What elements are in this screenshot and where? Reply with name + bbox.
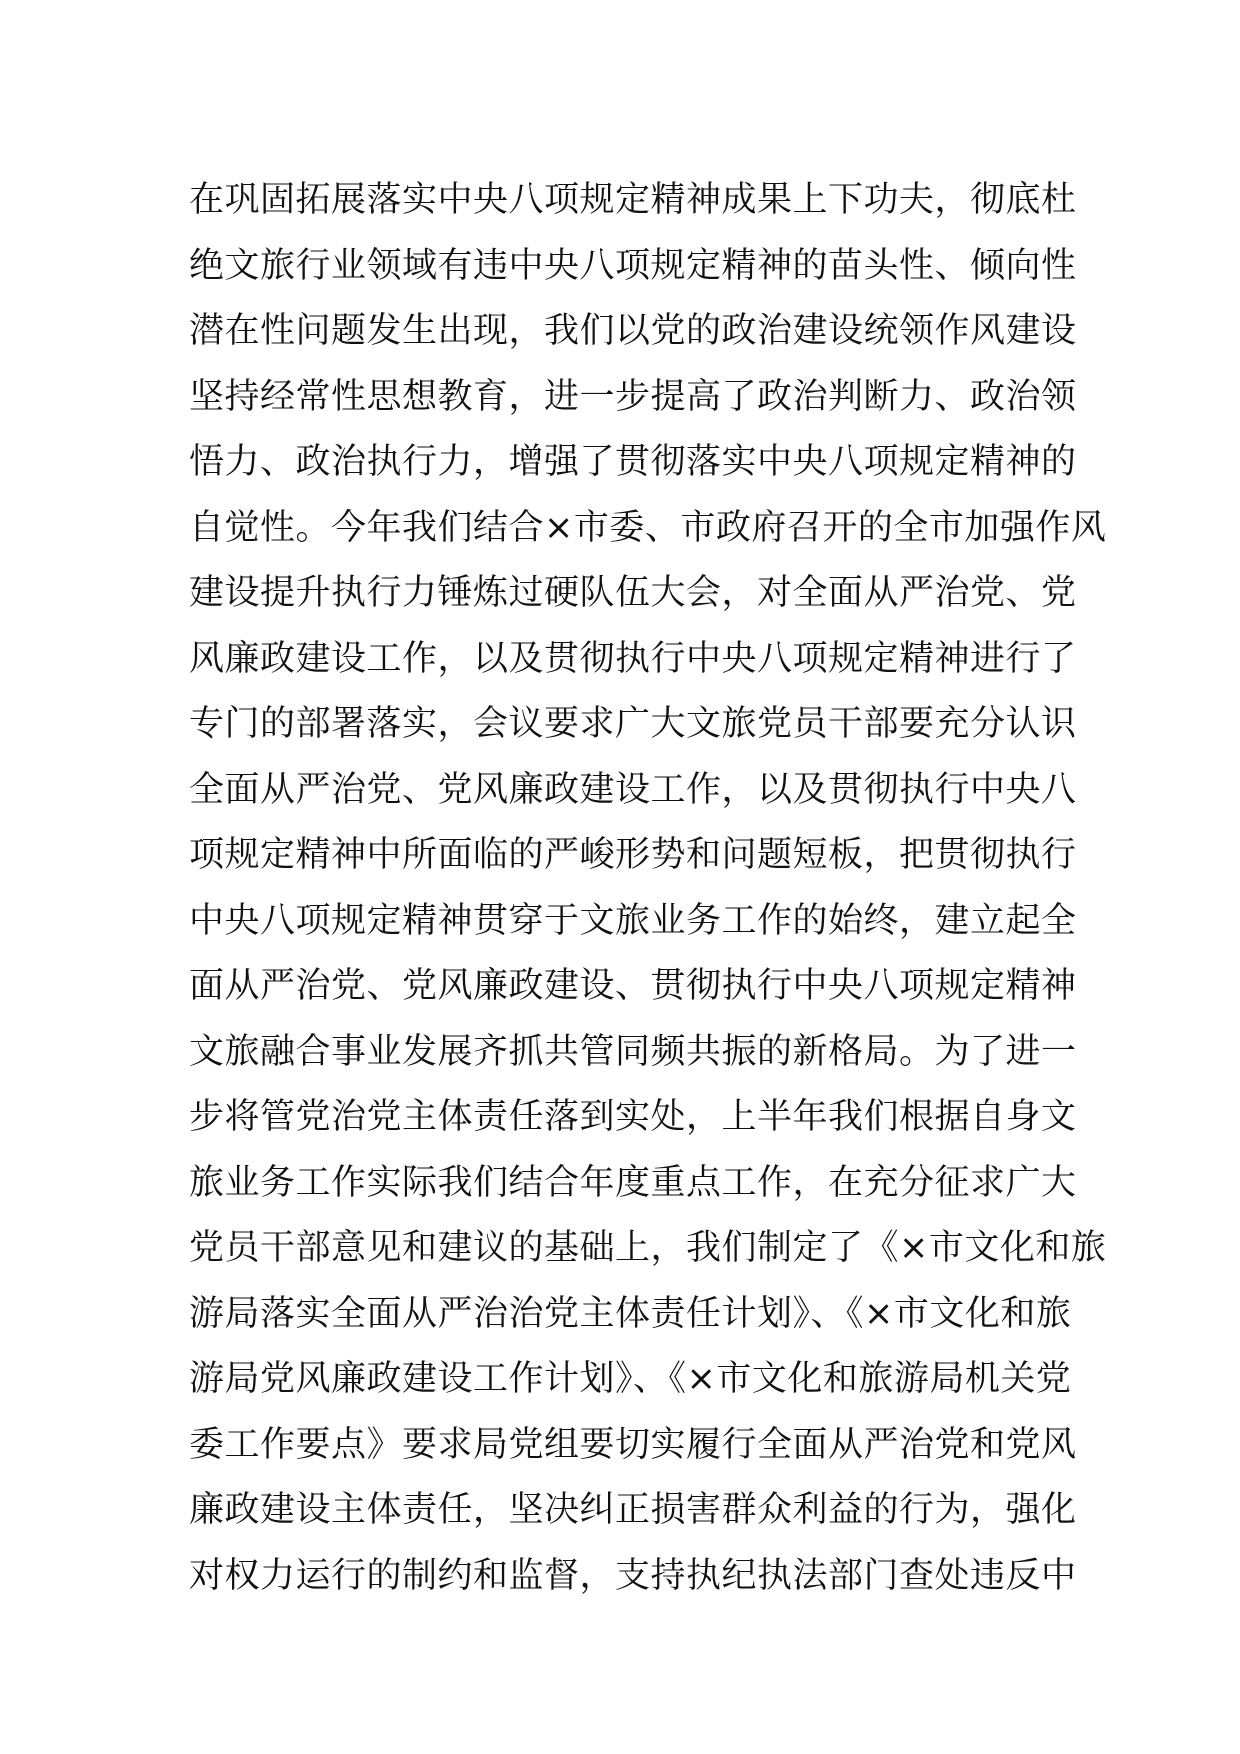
text-line: 在巩固拓展落实中央八项规定精神成果上下功夫，彻底杜 bbox=[189, 180, 1077, 220]
text-line: 专门的部署落实，会议要求广大文旅党员干部要充分认识 bbox=[189, 704, 1077, 744]
text-line: 廉政建设主体责任，坚决纠正损害群众利益的行为，强化 bbox=[189, 1490, 1077, 1530]
text-line: 坚持经常性思想教育，进一步提高了政治判断力、政治领 bbox=[189, 376, 1077, 417]
text-line: 项规定精神中所面临的严峻形势和问题短板，把贯彻执行 bbox=[189, 835, 1077, 875]
text-line: 对权力运行的制约和监督，支持执纪执法部门查处违反中 bbox=[189, 1555, 1077, 1596]
text-line: 步将管党治党主体责任落到实处，上半年我们根据自身文 bbox=[189, 1097, 1077, 1137]
body-paragraph bbox=[189, 168, 1107, 1609]
text-line: 风廉政建设工作，以及贯彻执行中央八项规定精神进行了 bbox=[189, 638, 1077, 679]
text-line: 中央八项规定精神贯穿于文旅业务工作的始终，建立起全 bbox=[189, 900, 1077, 941]
text-line: 文旅融合事业发展齐抓共管同频共振的新格局。为了进一 bbox=[189, 1031, 1077, 1072]
text-line: 党员干部意见和建议的基础上，我们制定了《×市文化和旅 bbox=[189, 1228, 1107, 1268]
text-line: 自觉性。今年我们结合×市委、市政府召开的全市加强作风 bbox=[189, 507, 1107, 548]
text-line: 游局落实全面从严治治党主体责任计划》、《×市文化和旅 bbox=[189, 1293, 1072, 1334]
text-line: 旅业务工作实际我们结合年度重点工作，在充分征求广大 bbox=[189, 1162, 1077, 1203]
text-line: 面从严治党、党风廉政建设、贯彻执行中央八项规定精神 bbox=[189, 966, 1077, 1006]
text-line: 绝文旅行业领域有违中央八项规定精神的苗头性、倾向性 bbox=[189, 245, 1077, 286]
text-line: 悟力、政治执行力，增强了贯彻落实中央八项规定精神的 bbox=[189, 442, 1077, 482]
text-line: 委工作要点》要求局党组要切实履行全面从严治党和党风 bbox=[189, 1424, 1077, 1465]
text-line: 全面从严治党、党风廉政建设工作，以及贯彻执行中央八 bbox=[189, 769, 1077, 810]
text-line: 游局党风廉政建设工作计划》、《×市文化和旅游局机关党 bbox=[189, 1359, 1072, 1399]
text-line: 潜在性问题发生出现，我们以党的政治建设统领作风建设 bbox=[189, 311, 1077, 351]
text-line: 建设提升执行力锤炼过硬队伍大会，对全面从严治党、党 bbox=[189, 573, 1077, 613]
